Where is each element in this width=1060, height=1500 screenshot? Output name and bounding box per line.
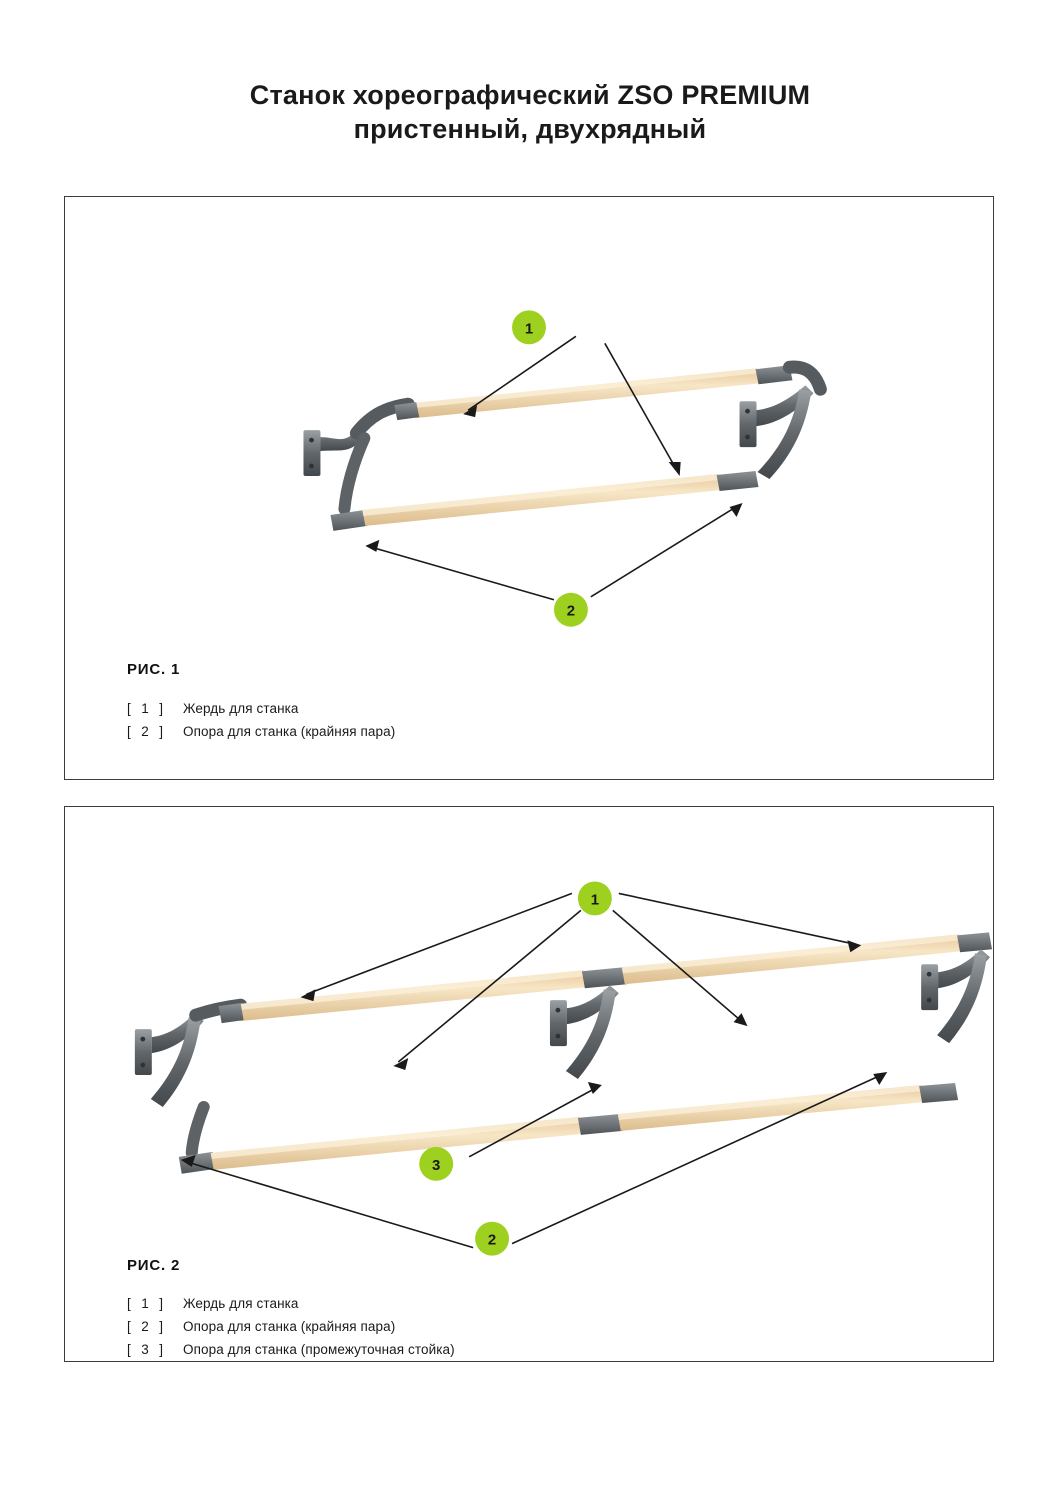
legend-text: Жердь для станка [183,701,299,716]
legend-text: Опора для станка (крайняя пара) [183,1319,396,1334]
figure-1-panel [64,196,994,780]
svg-text:1: 1 [590,891,600,909]
upper-rail-joint-middle [582,967,627,988]
wall-bracket-left [135,1013,204,1107]
svg-text:2: 2 [487,1231,497,1249]
legend-item [127,724,395,747]
figure-2-legend [127,1296,455,1365]
svg-text:2: 2 [566,602,576,620]
figure-2-caption: РИС. 2 [127,1257,181,1274]
callout-badge-1[interactable] [578,881,612,915]
callout-badge-2[interactable] [554,593,588,627]
wall-bracket-right [740,385,814,479]
svg-text:1: 1 [524,320,534,338]
lower-rail-cap-left-2 [179,1152,216,1174]
callout-badge-2[interactable] [475,1222,509,1256]
support-leg-left-2 [192,1107,204,1153]
figure-1-illustration [65,197,993,781]
legend-key: [ 2 ] [127,724,165,739]
intermediate-post [550,985,619,1079]
figure-2-panel [64,806,994,1362]
legend-item [127,1342,455,1365]
callout-2-leaders [370,506,737,600]
legend-text: Опора для станка (крайняя пара) [183,724,396,739]
legend-item [127,1319,455,1342]
upper-rail-cap-right-2 [957,932,992,952]
upper-rail-cap-left [394,402,419,420]
legend-key: [ 1 ] [127,1296,165,1311]
arrowhead [734,1013,748,1026]
arrowhead [588,1082,602,1094]
legend-text: Жердь для станка [183,1296,299,1311]
legend-text: Опора для станка (промежуточная стойка) [183,1342,455,1357]
page-title [0,78,1060,146]
figure-1-caption: РИС. 1 [127,661,181,678]
svg-text:3: 3 [432,1156,441,1174]
title-line-1: Станок хореографический ZSO PREMIUM [249,80,811,110]
figure-1-legend [127,701,395,747]
callout-badge-1[interactable] [512,310,546,344]
arrowhead [669,462,681,476]
wall-bracket-right-2 [921,949,990,1043]
legend-item [127,701,395,724]
figure-2-illustration [65,807,993,1363]
legend-key: [ 3 ] [127,1342,165,1357]
upper-rail-cap-left-2 [219,1003,244,1023]
lower-rail-cap-left [330,510,367,531]
lower-rail-joint-middle [578,1114,623,1135]
legend-item [127,1296,455,1319]
legend-key: [ 2 ] [127,1319,165,1334]
lower-rail-cap-right-2 [919,1083,958,1103]
title-line-2: пристенный, двухрядный [353,114,707,144]
arrowhead [365,540,379,552]
lower-rail-cap-right [717,471,759,491]
callout-badge-3[interactable] [419,1147,453,1181]
legend-key: [ 1 ] [127,701,165,716]
